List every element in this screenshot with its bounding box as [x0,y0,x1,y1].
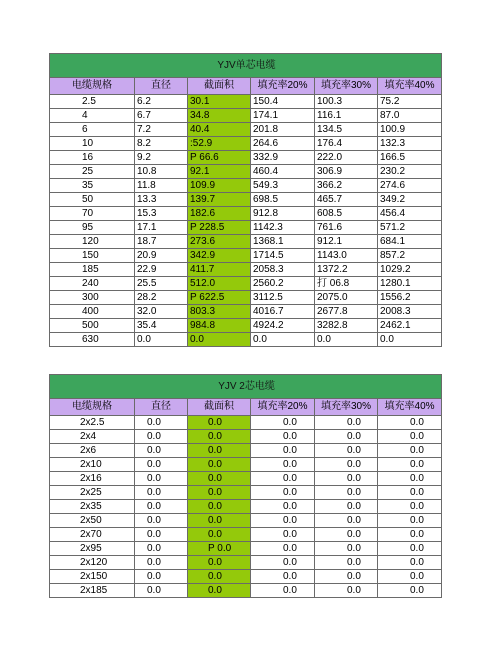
header-cell: 截面积 [188,78,251,95]
table-cell: 0.0 [188,500,251,514]
header-cell: 填充率40% [378,399,442,416]
table-cell: 2x120 [50,556,135,570]
header-cell: 电缆规格 [50,78,135,95]
table-cell: 150.4 [251,95,315,109]
table-cell: 0.0 [188,472,251,486]
table-cell: 120 [50,235,135,249]
table-cell: 0.0 [378,570,442,584]
table-cell: 0.0 [315,444,378,458]
table-cell: 984.8 [188,319,251,333]
table-cell: 6.2 [135,95,188,109]
table-row [50,556,442,570]
table-cell: 0.0 [378,542,442,556]
table-cell: 0.0 [135,458,188,472]
table-cell: 0.0 [251,458,315,472]
table-cell: 857.2 [378,249,442,263]
table-cell: 240 [50,277,135,291]
table-cell: 0.0 [378,416,442,430]
header-row [50,399,442,416]
table-cell: 0.0 [315,430,378,444]
table-cell: 201.8 [251,123,315,137]
table-row [50,305,442,319]
table-cell: 1368.1 [251,235,315,249]
table-cell: 2x2.5 [50,416,135,430]
table-cell: 25 [50,165,135,179]
table-cell: 2.5 [50,95,135,109]
table-row [50,333,442,347]
header-cell: 填充率20% [251,399,315,416]
table-cell: 2x6 [50,444,135,458]
table-cell: 30.1 [188,95,251,109]
table-cell: 332.9 [251,151,315,165]
table-cell: 0.0 [251,556,315,570]
header-cell: 填充率20% [251,78,315,95]
table-cell: 0.0 [378,514,442,528]
table-cell: 0.0 [135,416,188,430]
table-cell: 0.0 [378,500,442,514]
table-cell: 0.0 [378,528,442,542]
table-cell: 0.0 [251,444,315,458]
table-cell: 0.0 [188,444,251,458]
table-cell: 0.0 [315,570,378,584]
table-cell: 0.0 [251,486,315,500]
table-row [50,514,442,528]
table-cell: 0.0 [135,528,188,542]
table-cell: 0.0 [135,500,188,514]
table-cell: 0.0 [188,556,251,570]
table-cell: 2075.0 [315,291,378,305]
table-row [50,263,442,277]
table-cell: 28.2 [135,291,188,305]
table-cell: 2x16 [50,472,135,486]
header-cell: 填充率30% [315,78,378,95]
table-cell: 0.0 [315,528,378,542]
table-cell: 2x10 [50,458,135,472]
table-cell: 549.3 [251,179,315,193]
table-cell: 1372.2 [315,263,378,277]
table-cell: 0.0 [188,514,251,528]
table-cell: 342.9 [188,249,251,263]
table-row [50,123,442,137]
table-cell: 456.4 [378,207,442,221]
table-cell: 400 [50,305,135,319]
table-cell: 185 [50,263,135,277]
table-row [50,291,442,305]
table-cell: 0.0 [251,514,315,528]
table-cell: 1714.5 [251,249,315,263]
table-cell: 4 [50,109,135,123]
table-cell: 300 [50,291,135,305]
table-row [50,137,442,151]
table-row [50,570,442,584]
table-row [50,472,442,486]
table-cell: 8.2 [135,137,188,151]
table-cell: 0.0 [315,472,378,486]
table-cell: 912.8 [251,207,315,221]
table-cell: 1143.0 [315,249,378,263]
table-cell: 100.3 [315,95,378,109]
table-title: YJV 2芯电缆 [50,375,442,399]
table-row [50,486,442,500]
table-cell: P 622.5 [188,291,251,305]
table-cell: 698.5 [251,193,315,207]
table-cell: 0.0 [135,584,188,598]
table-cell: 0.0 [378,472,442,486]
table-cell: 0.0 [315,333,378,347]
table-cell: 803.3 [188,305,251,319]
table-cell: 6.7 [135,109,188,123]
table-cell: 7.2 [135,123,188,137]
header-cell: 直径 [135,399,188,416]
table-row [50,416,442,430]
table-row [50,95,442,109]
table-cell: 109.9 [188,179,251,193]
table-cell: 22.9 [135,263,188,277]
table-title: YJV单芯电缆 [50,54,442,78]
table-cell: 274.6 [378,179,442,193]
header-cell: 截面积 [188,399,251,416]
table-cell: 2560.2 [251,277,315,291]
table-cell: 230.2 [378,165,442,179]
table-cell: 166.5 [378,151,442,165]
table-cell: 10 [50,137,135,151]
table-cell: 0.0 [315,486,378,500]
table-cell: 2x95 [50,542,135,556]
table-cell: 460.4 [251,165,315,179]
table-cell: 92.1 [188,165,251,179]
table-cell: 15.3 [135,207,188,221]
table-cell: 512.0 [188,277,251,291]
table-cell: :52.9 [188,137,251,151]
table-cell: 0.0 [135,333,188,347]
table-cell: 0.0 [315,514,378,528]
table-cell: 9.2 [135,151,188,165]
table-row [50,249,442,263]
table-cell: 3282.8 [315,319,378,333]
table-cell: 630 [50,333,135,347]
table-cell: 75.2 [378,95,442,109]
table-row [50,430,442,444]
table-cell: 4924.2 [251,319,315,333]
table-cell: 761.6 [315,221,378,235]
table-cell: 0.0 [378,458,442,472]
table-cell: 6 [50,123,135,137]
table-cell: 0.0 [251,430,315,444]
table-cell: 2x70 [50,528,135,542]
table-cell: 0.0 [251,333,315,347]
table-cell: 3112.5 [251,291,315,305]
table-cell: 0.0 [188,486,251,500]
table-cell: 608.5 [315,207,378,221]
header-row [50,78,442,95]
table-cell: 0.0 [315,556,378,570]
table-cell: 1142.3 [251,221,315,235]
table-row [50,584,442,598]
table-cell: 1280.1 [378,277,442,291]
table-cell: 0.0 [251,570,315,584]
table-cell: 0.0 [251,416,315,430]
table-cell: 0.0 [378,584,442,598]
table-row [50,221,442,235]
table-cell: 0.0 [188,430,251,444]
table-cell: 0.0 [188,416,251,430]
table-cell: 13.3 [135,193,188,207]
table-cell: 0.0 [188,528,251,542]
table-cell: 35 [50,179,135,193]
table-row [50,151,442,165]
table-row [50,179,442,193]
table-cell: 4016.7 [251,305,315,319]
table-cell: 264.6 [251,137,315,151]
table-row [50,207,442,221]
table-cell: 0.0 [188,584,251,598]
table-cell: 35.4 [135,319,188,333]
table-cell: 0.0 [378,333,442,347]
table-cell: 32.0 [135,305,188,319]
table-cell: 0.0 [188,458,251,472]
header-cell: 填充率40% [378,78,442,95]
table-row [50,444,442,458]
table-cell: 132.3 [378,137,442,151]
table-cell: 0.0 [135,542,188,556]
table-row [50,458,442,472]
table-cell: 0.0 [251,472,315,486]
table-row [50,319,442,333]
table-cell: 11.8 [135,179,188,193]
table-cell: 222.0 [315,151,378,165]
table-cell: 0.0 [135,514,188,528]
table-cell: 0.0 [251,542,315,556]
table-cell: 176.4 [315,137,378,151]
table-cell: 273.6 [188,235,251,249]
table-cell: 306.9 [315,165,378,179]
table-cell: 0.0 [135,556,188,570]
table-cell: 0.0 [315,416,378,430]
table-cell: 0.0 [378,556,442,570]
table-cell: 2x50 [50,514,135,528]
two-core-cable-table [49,374,442,598]
table-cell: 0.0 [378,444,442,458]
table-row [50,528,442,542]
table-cell: 0.0 [135,444,188,458]
table-cell: 139.7 [188,193,251,207]
table-cell: 70 [50,207,135,221]
table-cell: 912.1 [315,235,378,249]
table-cell: 87.0 [378,109,442,123]
table-cell: 0.0 [135,570,188,584]
table-cell: 10.8 [135,165,188,179]
table-cell: 571.2 [378,221,442,235]
table-row [50,542,442,556]
table-cell: 0.0 [315,542,378,556]
table-row [50,500,442,514]
table-cell: P 228.5 [188,221,251,235]
header-cell: 填充率30% [315,399,378,416]
table-cell: 1556.2 [378,291,442,305]
table-cell: 100.9 [378,123,442,137]
table-cell: 2x25 [50,486,135,500]
table-cell: 116.1 [315,109,378,123]
table-row [50,235,442,249]
table-cell: 0.0 [378,486,442,500]
table-cell: 34.8 [188,109,251,123]
table-cell: 411.7 [188,263,251,277]
table-cell: 2x35 [50,500,135,514]
table-cell: 0.0 [188,570,251,584]
table-cell: 20.9 [135,249,188,263]
table-cell: 0.0 [135,430,188,444]
table-cell: 18.7 [135,235,188,249]
table-cell: 0.0 [315,584,378,598]
table-cell: 1029.2 [378,263,442,277]
table-row [50,165,442,179]
table-cell: 50 [50,193,135,207]
table-cell: P 66.6 [188,151,251,165]
table-cell: 2x185 [50,584,135,598]
table-cell: 0.0 [378,430,442,444]
table-cell: 500 [50,319,135,333]
table-cell: 2008.3 [378,305,442,319]
table-cell: 0.0 [251,500,315,514]
table-cell: 0.0 [188,333,251,347]
table-row [50,193,442,207]
table-row [50,109,442,123]
table-cell: 349.2 [378,193,442,207]
table-cell: 0.0 [135,472,188,486]
table-cell: 2x150 [50,570,135,584]
table-cell: 17.1 [135,221,188,235]
table-cell: 0.0 [315,458,378,472]
table-row [50,277,442,291]
table-cell: 0.0 [315,500,378,514]
table-cell: 465.7 [315,193,378,207]
table-cell: 0.0 [251,584,315,598]
header-cell: 电缆规格 [50,399,135,416]
table-cell: 684.1 [378,235,442,249]
table-cell: 366.2 [315,179,378,193]
table-cell: 2058.3 [251,263,315,277]
table-cell: 174.1 [251,109,315,123]
table-cell: 150 [50,249,135,263]
table-cell: 40.4 [188,123,251,137]
header-cell: 直径 [135,78,188,95]
table-cell: 2x4 [50,430,135,444]
table-cell: 0.0 [251,528,315,542]
table-cell: 2677.8 [315,305,378,319]
table-cell: 25.5 [135,277,188,291]
table-cell: 0.0 [135,486,188,500]
table-cell: 2462.1 [378,319,442,333]
table-cell: 16 [50,151,135,165]
table-cell: P 0.0 [188,542,251,556]
single-core-cable-table [49,53,442,347]
table-cell: 打 06.8 [315,277,378,291]
table-cell: 182.6 [188,207,251,221]
table-cell: 134.5 [315,123,378,137]
table-cell: 95 [50,221,135,235]
